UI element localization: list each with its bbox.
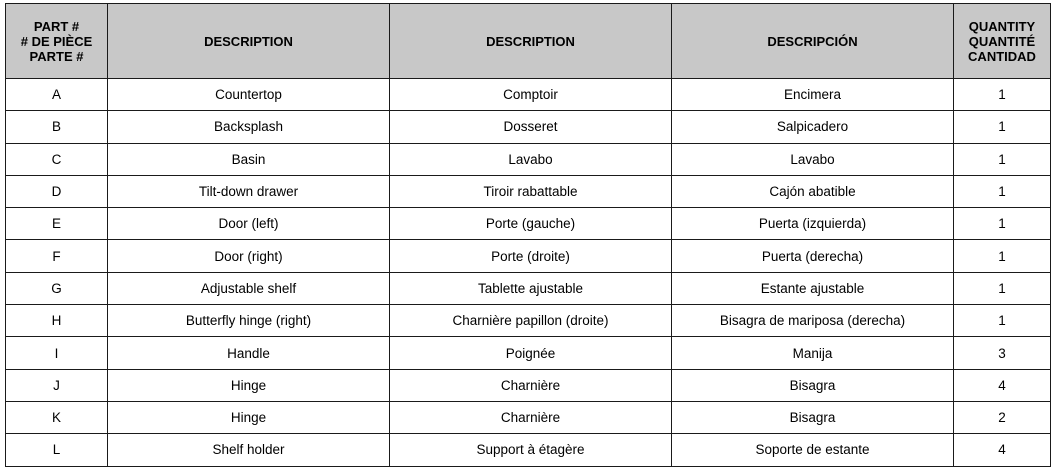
header-quantity-line-fr: QUANTITÉ (968, 33, 1036, 49)
description-en-cell: Hinge (108, 369, 390, 401)
quantity-cell: 1 (954, 175, 1051, 207)
description-fr-cell: Porte (droite) (390, 240, 672, 272)
table-row (6, 175, 1051, 207)
description-en-cell: Hinge (108, 401, 390, 433)
quantity-cell: 2 (954, 401, 1051, 433)
description-es-cell: Soporte de estante (672, 434, 954, 466)
description-fr-cell: Charnière papillon (droite) (390, 305, 672, 337)
header-row (6, 4, 1051, 79)
description-es-cell: Bisagra de mariposa (derecha) (672, 305, 954, 337)
description-en-cell: Butterfly hinge (right) (108, 305, 390, 337)
quantity-cell: 4 (954, 369, 1051, 401)
description-en-cell: Shelf holder (108, 434, 390, 466)
header-part-line-fr: # DE PIÈCE (20, 33, 93, 49)
description-fr-cell: Tablette ajustable (390, 272, 672, 304)
description-en-cell: Door (right) (108, 240, 390, 272)
part-cell: B (6, 111, 108, 143)
description-fr-cell: Lavabo (390, 143, 672, 175)
description-fr-cell: Comptoir (390, 79, 672, 111)
part-cell: E (6, 208, 108, 240)
part-cell: H (6, 305, 108, 337)
part-cell: F (6, 240, 108, 272)
description-en-cell: Adjustable shelf (108, 272, 390, 304)
description-fr-cell: Tiroir rabattable (390, 175, 672, 207)
description-fr-cell: Dosseret (390, 111, 672, 143)
parts-table (5, 3, 1051, 467)
description-es-cell: Lavabo (672, 143, 954, 175)
table-row (6, 434, 1051, 466)
part-cell: D (6, 175, 108, 207)
header-part-line-en: PART # (33, 18, 80, 34)
header-part-line-es: PARTE # (29, 48, 84, 64)
quantity-cell: 1 (954, 111, 1051, 143)
table-body (6, 79, 1051, 467)
header-part-number (6, 4, 108, 79)
header-description-es: DESCRIPCIÓN (672, 4, 954, 79)
header-quantity-line-es: CANTIDAD (968, 48, 1036, 64)
description-es-cell: Puerta (derecha) (672, 240, 954, 272)
description-es-cell: Manija (672, 337, 954, 369)
part-cell: C (6, 143, 108, 175)
table-header (6, 4, 1051, 79)
part-cell: A (6, 79, 108, 111)
table-row (6, 111, 1051, 143)
part-cell: L (6, 434, 108, 466)
table-row (6, 240, 1051, 272)
description-es-cell: Puerta (izquierda) (672, 208, 954, 240)
table-row (6, 79, 1051, 111)
table-row (6, 369, 1051, 401)
table-row (6, 401, 1051, 433)
quantity-cell: 1 (954, 305, 1051, 337)
table-row (6, 272, 1051, 304)
quantity-cell: 1 (954, 240, 1051, 272)
header-quantity (954, 4, 1051, 79)
description-es-cell: Estante ajustable (672, 272, 954, 304)
table-row (6, 143, 1051, 175)
description-es-cell: Bisagra (672, 369, 954, 401)
part-cell: I (6, 337, 108, 369)
description-en-cell: Tilt-down drawer (108, 175, 390, 207)
table-row (6, 337, 1051, 369)
description-en-cell: Handle (108, 337, 390, 369)
description-fr-cell: Poignée (390, 337, 672, 369)
quantity-cell: 1 (954, 208, 1051, 240)
table-row (6, 305, 1051, 337)
quantity-cell: 4 (954, 434, 1051, 466)
part-cell: K (6, 401, 108, 433)
description-fr-cell: Support à étagère (390, 434, 672, 466)
header-description-fr: DESCRIPTION (390, 4, 672, 79)
description-es-cell: Encimera (672, 79, 954, 111)
description-en-cell: Countertop (108, 79, 390, 111)
table-row (6, 208, 1051, 240)
description-es-cell: Bisagra (672, 401, 954, 433)
description-fr-cell: Charnière (390, 369, 672, 401)
quantity-cell: 1 (954, 143, 1051, 175)
quantity-cell: 1 (954, 79, 1051, 111)
part-cell: J (6, 369, 108, 401)
description-fr-cell: Charnière (390, 401, 672, 433)
description-en-cell: Door (left) (108, 208, 390, 240)
quantity-cell: 1 (954, 272, 1051, 304)
description-fr-cell: Porte (gauche) (390, 208, 672, 240)
description-en-cell: Basin (108, 143, 390, 175)
description-es-cell: Cajón abatible (672, 175, 954, 207)
header-description-en: DESCRIPTION (108, 4, 390, 79)
description-es-cell: Salpicadero (672, 111, 954, 143)
part-cell: G (6, 272, 108, 304)
description-en-cell: Backsplash (108, 111, 390, 143)
quantity-cell: 3 (954, 337, 1051, 369)
header-quantity-line-en: QUANTITY (968, 18, 1036, 34)
